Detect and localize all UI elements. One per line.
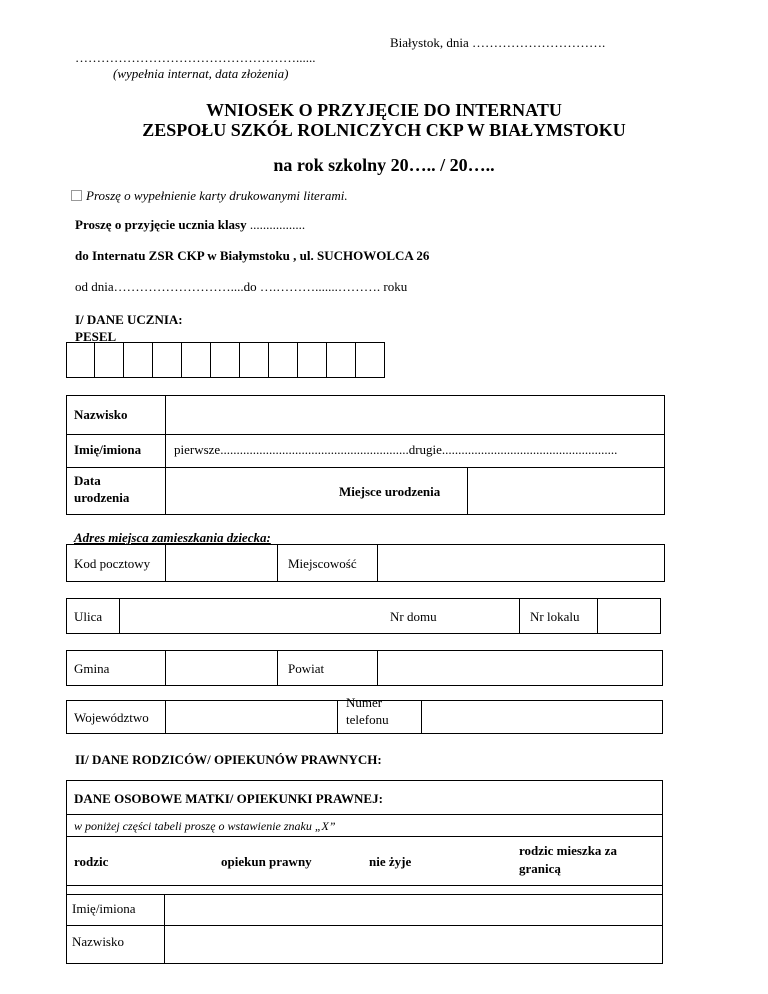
option-abroad-1[interactable]: rodzic mieszka za [519, 843, 617, 858]
student-data-heading: I/ DANE UCZNIA: [75, 312, 183, 327]
house-no-label: Nr domu [390, 609, 437, 624]
voivodeship-field[interactable] [165, 701, 337, 733]
class-request-line [75, 217, 305, 233]
commune-row [66, 650, 663, 686]
pesel-digit-box[interactable] [298, 342, 327, 378]
birthdate-field[interactable] [165, 468, 467, 514]
city-date-line: Białystok, dnia …………………………. [390, 35, 606, 50]
phone-label-2: telefonu [346, 712, 389, 727]
mother-surname-field[interactable] [164, 925, 662, 963]
pesel-digit-box[interactable] [153, 342, 182, 378]
pesel-digit-box[interactable] [240, 342, 269, 378]
class-request-dots: ................. [249, 217, 306, 232]
names-field[interactable] [165, 434, 664, 467]
phone-label-1: Numer [346, 695, 383, 710]
parents-heading: II/ DANE RODZICÓW/ OPIEKUNÓW PRAWNYCH: [75, 752, 382, 767]
birth-row [66, 467, 665, 515]
submission-date-line: ……………………………………………...... [75, 50, 316, 65]
house-no-field[interactable] [519, 599, 583, 633]
pesel-digit-box[interactable] [182, 342, 211, 378]
pesel-boxes[interactable] [66, 342, 385, 378]
district-label: Powiat [288, 661, 325, 676]
pesel-digit-box[interactable] [66, 342, 95, 378]
pesel-digit-box[interactable] [327, 342, 356, 378]
postal-row [66, 544, 665, 582]
commune-label: Gmina [74, 661, 110, 676]
form-title-line1: WNIOSEK O PRZYJĘCIE DO INTERNATU [206, 100, 562, 120]
pesel-label: PESEL [75, 329, 117, 344]
district-field[interactable] [377, 651, 662, 685]
address-heading: Adres miejsca zamieszkania dziecka: [74, 530, 271, 545]
pesel-digit-box[interactable] [124, 342, 153, 378]
postal-code-label: Kod pocztowy [74, 556, 151, 571]
divider [67, 885, 662, 886]
birthplace-label: Miejsce urodzenia [339, 484, 441, 499]
birthdate-label-2: urodzenia [74, 490, 130, 505]
names-row [66, 434, 665, 468]
institution-line: do Internatu ZSR CKP w Białymstoku , ul. SUCHOWOLCA 26 [75, 248, 430, 263]
pesel-digit-box[interactable] [95, 342, 124, 378]
mother-table [66, 780, 663, 964]
checkbox-icon [71, 190, 82, 201]
mother-heading: DANE OSOBOWE MATKI/ OPIEKUNKI PRAWNEJ: [74, 791, 383, 806]
submission-note: (wypełnia internat, data złożenia) [113, 66, 289, 81]
street-field[interactable] [119, 599, 519, 633]
option-parent[interactable]: rodzic [74, 854, 109, 869]
mark-instruction: w poniżej części tabeli proszę o wstawienie znaku „X” [74, 819, 336, 833]
voivodeship-row [66, 695, 663, 734]
option-guardian[interactable]: opiekun prawny [221, 854, 312, 869]
instruction-line [71, 188, 348, 204]
postal-code-field[interactable] [165, 545, 277, 581]
locality-label: Miejscowość [288, 556, 357, 571]
surname-field[interactable] [165, 396, 664, 434]
mother-names-field[interactable] [164, 894, 662, 925]
surname-row [66, 395, 665, 435]
status-options-row [67, 836, 662, 885]
locality-label-cell [277, 545, 377, 581]
option-abroad-2: granicą [519, 861, 561, 876]
surname-label: Nazwisko [74, 407, 128, 422]
phone-label-cell [337, 695, 421, 733]
pesel-digit-box[interactable] [356, 342, 385, 378]
instruction-text: Proszę o wypełnienie karty drukowanymi literami. [86, 188, 348, 203]
birthdate-label-1: Data [74, 473, 101, 488]
street-row [66, 598, 661, 634]
locality-field[interactable] [377, 545, 664, 581]
divider [67, 814, 662, 815]
street-label: Ulica [74, 609, 103, 624]
names-label: Imię/imiona [74, 442, 142, 457]
flat-no-label: Nr lokalu [530, 609, 580, 624]
flat-no-field[interactable] [597, 599, 660, 633]
mother-surname-label: Nazwisko [72, 934, 124, 949]
phone-field[interactable] [421, 701, 662, 733]
names-value: pierwsze..........................................................drugie...................................................... [174, 442, 618, 457]
pesel-digit-box[interactable] [269, 342, 298, 378]
mother-names-label: Imię/imiona [72, 901, 136, 916]
birthplace-field[interactable] [467, 468, 664, 514]
voivodeship-label: Województwo [74, 710, 149, 725]
pesel-digit-box[interactable] [211, 342, 240, 378]
commune-field[interactable] [165, 651, 277, 685]
school-year-title: na rok szkolny 20….. / 20….. [273, 155, 495, 175]
period-line: od dnia………………………....do ….……….......………. roku [75, 279, 408, 294]
form-title-line2: ZESPOŁU SZKÓŁ ROLNICZYCH CKP W BIAŁYMSTOKU [142, 120, 626, 140]
class-request-label: Proszę o przyjęcie ucznia klasy [75, 217, 247, 232]
district-label-cell [277, 651, 377, 685]
option-deceased[interactable]: nie żyje [369, 854, 412, 869]
